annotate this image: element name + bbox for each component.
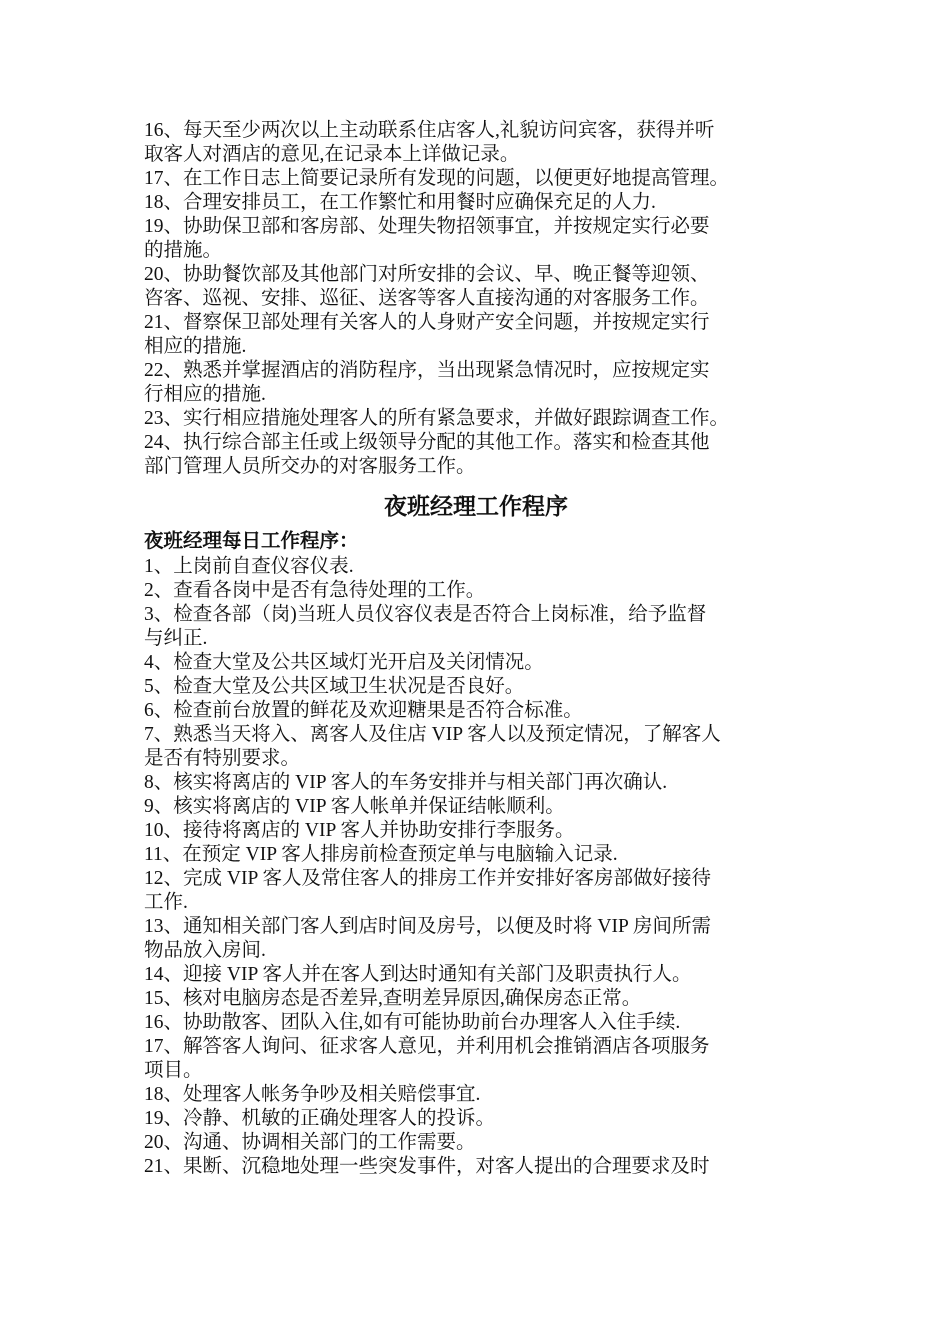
text-line: 24、执行综合部主任或上级领导分配的其他工作。落实和检查其他: [144, 432, 710, 453]
text-line: 6、检查前台放置的鲜花及欢迎糖果是否符合标准。: [144, 700, 583, 721]
text-line: 部门管理人员所交办的对客服务工作。: [144, 456, 476, 477]
document-page: [144, 119, 808, 1179]
text-line: 19、协助保卫部和客房部、处理失物招领事宜，并按规定实行必要: [144, 216, 710, 237]
text-line: 2、查看各岗中是否有急待处理的工作。: [144, 580, 486, 601]
text-line: 20、协助餐饮部及其他部门对所安排的会议、早、晚正餐等迎领、: [144, 264, 710, 285]
text-line: 20、沟通、协调相关部门的工作需要。: [144, 1132, 476, 1153]
text-line: 16、每天至少两次以上主动联系住店客人,礼貌访问宾客，获得并听: [144, 120, 715, 141]
text-line: 的措施。: [144, 240, 223, 261]
section-procedure-list: [144, 555, 808, 1179]
text-line: 项目。: [144, 1060, 203, 1081]
text-line: 行相应的措施.: [144, 384, 266, 405]
text-line: 是否有特别要求。: [144, 748, 301, 769]
text-line: 9、核实将离店的 VIP 客人帐单并保证结帐顺利。: [144, 796, 565, 817]
text-line: 8、核实将离店的 VIP 客人的车务安排并与相关部门再次确认.: [144, 772, 668, 793]
text-line: 23、实行相应措施处理客人的所有紧急要求，并做好跟踪调查工作。: [144, 408, 730, 429]
text-line: 4、检查大堂及公共区域灯光开启及关闭情况。: [144, 652, 544, 673]
text-line: 咨客、巡视、安排、巡征、送客等客人直接沟通的对客服务工作。: [144, 288, 710, 309]
text-line: 3、检查各部（岗)当班人员仪容仪表是否符合上岗标准，给予监督: [144, 604, 707, 625]
text-line: 相应的措施.: [144, 336, 247, 357]
text-line: 11、在预定 VIP 客人排房前检查预定单与电脑输入记录.: [144, 844, 618, 865]
text-line: 18、处理客人帐务争吵及相关赔偿事宜.: [144, 1084, 481, 1105]
text-line: 1、上岗前自查仪容仪表.: [144, 556, 354, 577]
text-line: 5、检查大堂及公共区域卫生状况是否良好。: [144, 676, 525, 697]
text-line: 17、解答客人询问、征求客人意见，并利用机会推销酒店各项服务: [144, 1036, 710, 1057]
text-line: 物品放入房间.: [144, 940, 266, 961]
text-line: 12、完成 VIP 客人及常住客人的排房工作并安排好客房部做好接待: [144, 868, 711, 889]
text-line: 21、果断、沉稳地处理一些突发事件，对客人提出的合理要求及时: [144, 1156, 710, 1177]
text-line: 10、接待将离店的 VIP 客人并协助安排行李服务。: [144, 820, 575, 841]
text-line: 13、通知相关部门客人到店时间及房号，以便及时将 VIP 房间所需: [144, 916, 711, 937]
text-line: 工作.: [144, 892, 188, 913]
text-line: 取客人对酒店的意见,在记录本上详做记录。: [144, 144, 520, 165]
section-duties-list: [144, 119, 808, 479]
text-line: 18、合理安排员工，在工作繁忙和用餐时应确保充足的人力.: [144, 192, 656, 213]
text-line: 22、熟悉并掌握酒店的消防程序，当出现紧急情况时，应按规定实: [144, 360, 710, 381]
section-title: 夜班经理工作程序: [384, 494, 568, 519]
text-line: 17、在工作日志上简要记录所有发现的问题，以便更好地提高管理。: [144, 168, 730, 189]
text-line: 16、协助散客、团队入住,如有可能协助前台办理客人入住手续.: [144, 1012, 681, 1033]
section-subtitle: 夜班经理每日工作程序：: [144, 531, 359, 552]
text-line: 15、核对电脑房态是否差异,查明差异原因,确保房态正常。: [144, 988, 642, 1009]
text-line: 19、冷静、机敏的正确处理客人的投诉。: [144, 1108, 496, 1129]
text-line: 7、熟悉当天将入、离客人及住店 VIP 客人以及预定情况，了解客人: [144, 724, 721, 745]
text-line: 14、迎接 VIP 客人并在客人到达时通知有关部门及职责执行人。: [144, 964, 692, 985]
text-line: 与纠正.: [144, 628, 208, 649]
text-line: 21、督察保卫部处理有关客人的人身财产安全问题，并按规定实行: [144, 312, 710, 333]
